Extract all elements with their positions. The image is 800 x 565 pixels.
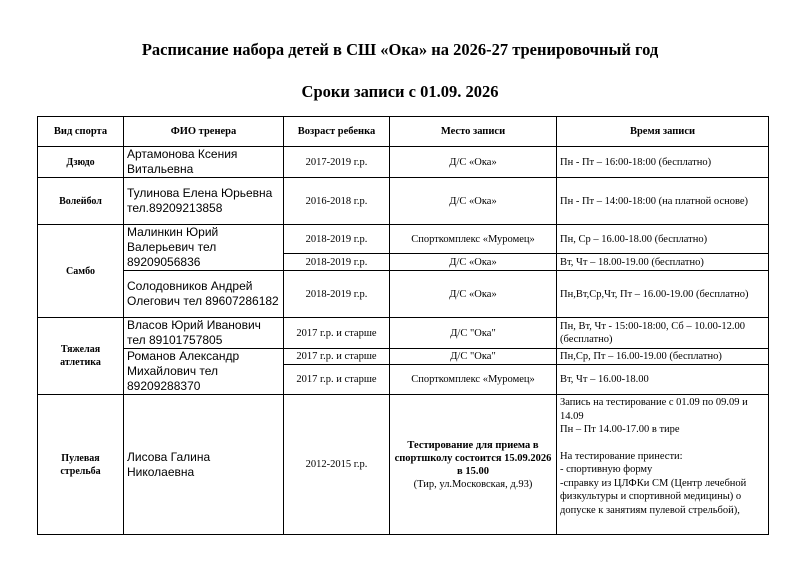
table-row xyxy=(38,349,769,365)
enrollment-time: Пн, Ср – 16.00-18.00 (бесплатно) xyxy=(557,225,769,254)
header-age: Возраст ребенка xyxy=(284,117,390,147)
enrollment-place: Д/С «Ока» xyxy=(390,147,557,178)
header-sport: Вид спорта xyxy=(38,117,124,147)
sport-weightlifting: Тяжелая атлетика xyxy=(38,318,124,395)
enrollment-place: Д/С «Ока» xyxy=(390,178,557,225)
sport-sambo: Самбо xyxy=(38,225,124,318)
coach-name: Тулинова Елена Юрьевна тел.89209213858 xyxy=(124,178,284,225)
enrollment-time: Вт, Чт – 16.00-18.00 xyxy=(557,365,769,395)
table-row xyxy=(38,225,769,254)
enrollment-time: Пн,Ср, Пт – 16.00-19.00 (бесплатно) xyxy=(557,349,769,365)
enrollment-time: Пн, Вт, Чт - 15:00-18:00, Сб – 10.00-12.00 (бесплатно) xyxy=(557,318,769,349)
coach-name: Малинкин Юрий Валерьевич тел 89209056836 xyxy=(124,225,284,271)
page-title: Расписание набора детей в СШ «Ока» на 2026-27 тренировочный год xyxy=(141,40,659,59)
age-range: 2017 г.р. и старше xyxy=(284,365,390,395)
enrollment-place: Д/С «Ока» xyxy=(390,271,557,318)
header-place: Место записи xyxy=(390,117,557,147)
sport-judo: Дзюдо xyxy=(38,147,124,178)
age-range: 2016-2018 г.р. xyxy=(284,178,390,225)
age-range: 2017 г.р. и старше xyxy=(284,349,390,365)
age-range: 2017-2019 г.р. xyxy=(284,147,390,178)
age-range: 2018-2019 г.р. xyxy=(284,271,390,318)
table-row xyxy=(38,318,769,349)
header-time: Время записи xyxy=(557,117,769,147)
coach-name: Солодовников Андрей Олегович тел 89607286182 xyxy=(124,271,284,318)
schedule-table xyxy=(37,116,769,535)
coach-name: Лисова Галина Николаевна xyxy=(124,395,284,535)
age-range: 2017 г.р. и старше xyxy=(284,318,390,349)
table-row xyxy=(38,178,769,225)
sport-shooting: Пулевая стрельба xyxy=(38,395,124,535)
enrollment-time: Пн - Пт – 14:00-18:00 (на платной основе) xyxy=(557,178,769,225)
table-row xyxy=(38,147,769,178)
age-range: 2018-2019 г.р. xyxy=(284,254,390,271)
enrollment-time: Пн,Вт,Ср,Чт, Пт – 16.00-19.00 (бесплатно) xyxy=(557,271,769,318)
enrollment-place xyxy=(390,395,557,535)
notes-line: -справку из ЦЛФКи СМ (Центр лечебной физкультуры и спортивной медицины) о допуске к занятиям пулевой стрельбой), xyxy=(560,477,747,516)
enrollment-place: Д/С "Ока" xyxy=(390,349,557,365)
coach-name: Власов Юрий Иванович тел 89101757805 xyxy=(124,318,284,349)
notes-line: Пн – Пт 14.00-17.00 в тире xyxy=(560,424,680,435)
age-range: 2018-2019 г.р. xyxy=(284,225,390,254)
notes-line: Запись на тестирование с 01.09 по 09.09 и 14.09 xyxy=(560,397,748,422)
enrollment-time: Пн - Пт – 16:00-18:00 (бесплатно) xyxy=(557,147,769,178)
enrollment-place: Спорткомплекс «Муромец» xyxy=(390,365,557,395)
testing-announcement: Тестирование для приема в спортшколу состоится 15.09.2026 в 15.00 xyxy=(394,439,552,477)
table-row xyxy=(38,271,769,318)
notes-line: На тестирование принести: xyxy=(560,450,683,462)
coach-name: Романов Александр Михайлович тел 89209288370 xyxy=(124,349,284,395)
enrollment-place: Д/С «Ока» xyxy=(390,254,557,271)
notes-spacer xyxy=(560,437,765,450)
enrollment-place: Д/С "Ока" xyxy=(390,318,557,349)
coach-name: Артамонова Ксения Витальевна xyxy=(124,147,284,178)
enrollment-dates: Сроки записи с 01.09. 2026 xyxy=(301,82,499,101)
enrollment-notes xyxy=(557,395,769,535)
header-coach: ФИО тренера xyxy=(124,117,284,147)
enrollment-place: Спорткомплекс «Муромец» xyxy=(390,225,557,254)
table-header-row xyxy=(38,117,769,147)
age-range: 2012-2015 г.р. xyxy=(284,395,390,535)
enrollment-time: Вт, Чт – 18.00-19.00 (бесплатно) xyxy=(557,254,769,271)
shooting-range-address: (Тир, ул.Московская, д.93) xyxy=(413,478,533,490)
table-row xyxy=(38,395,769,535)
notes-line: - спортивную форму xyxy=(560,464,653,475)
sport-volleyball: Волейбол xyxy=(38,178,124,225)
